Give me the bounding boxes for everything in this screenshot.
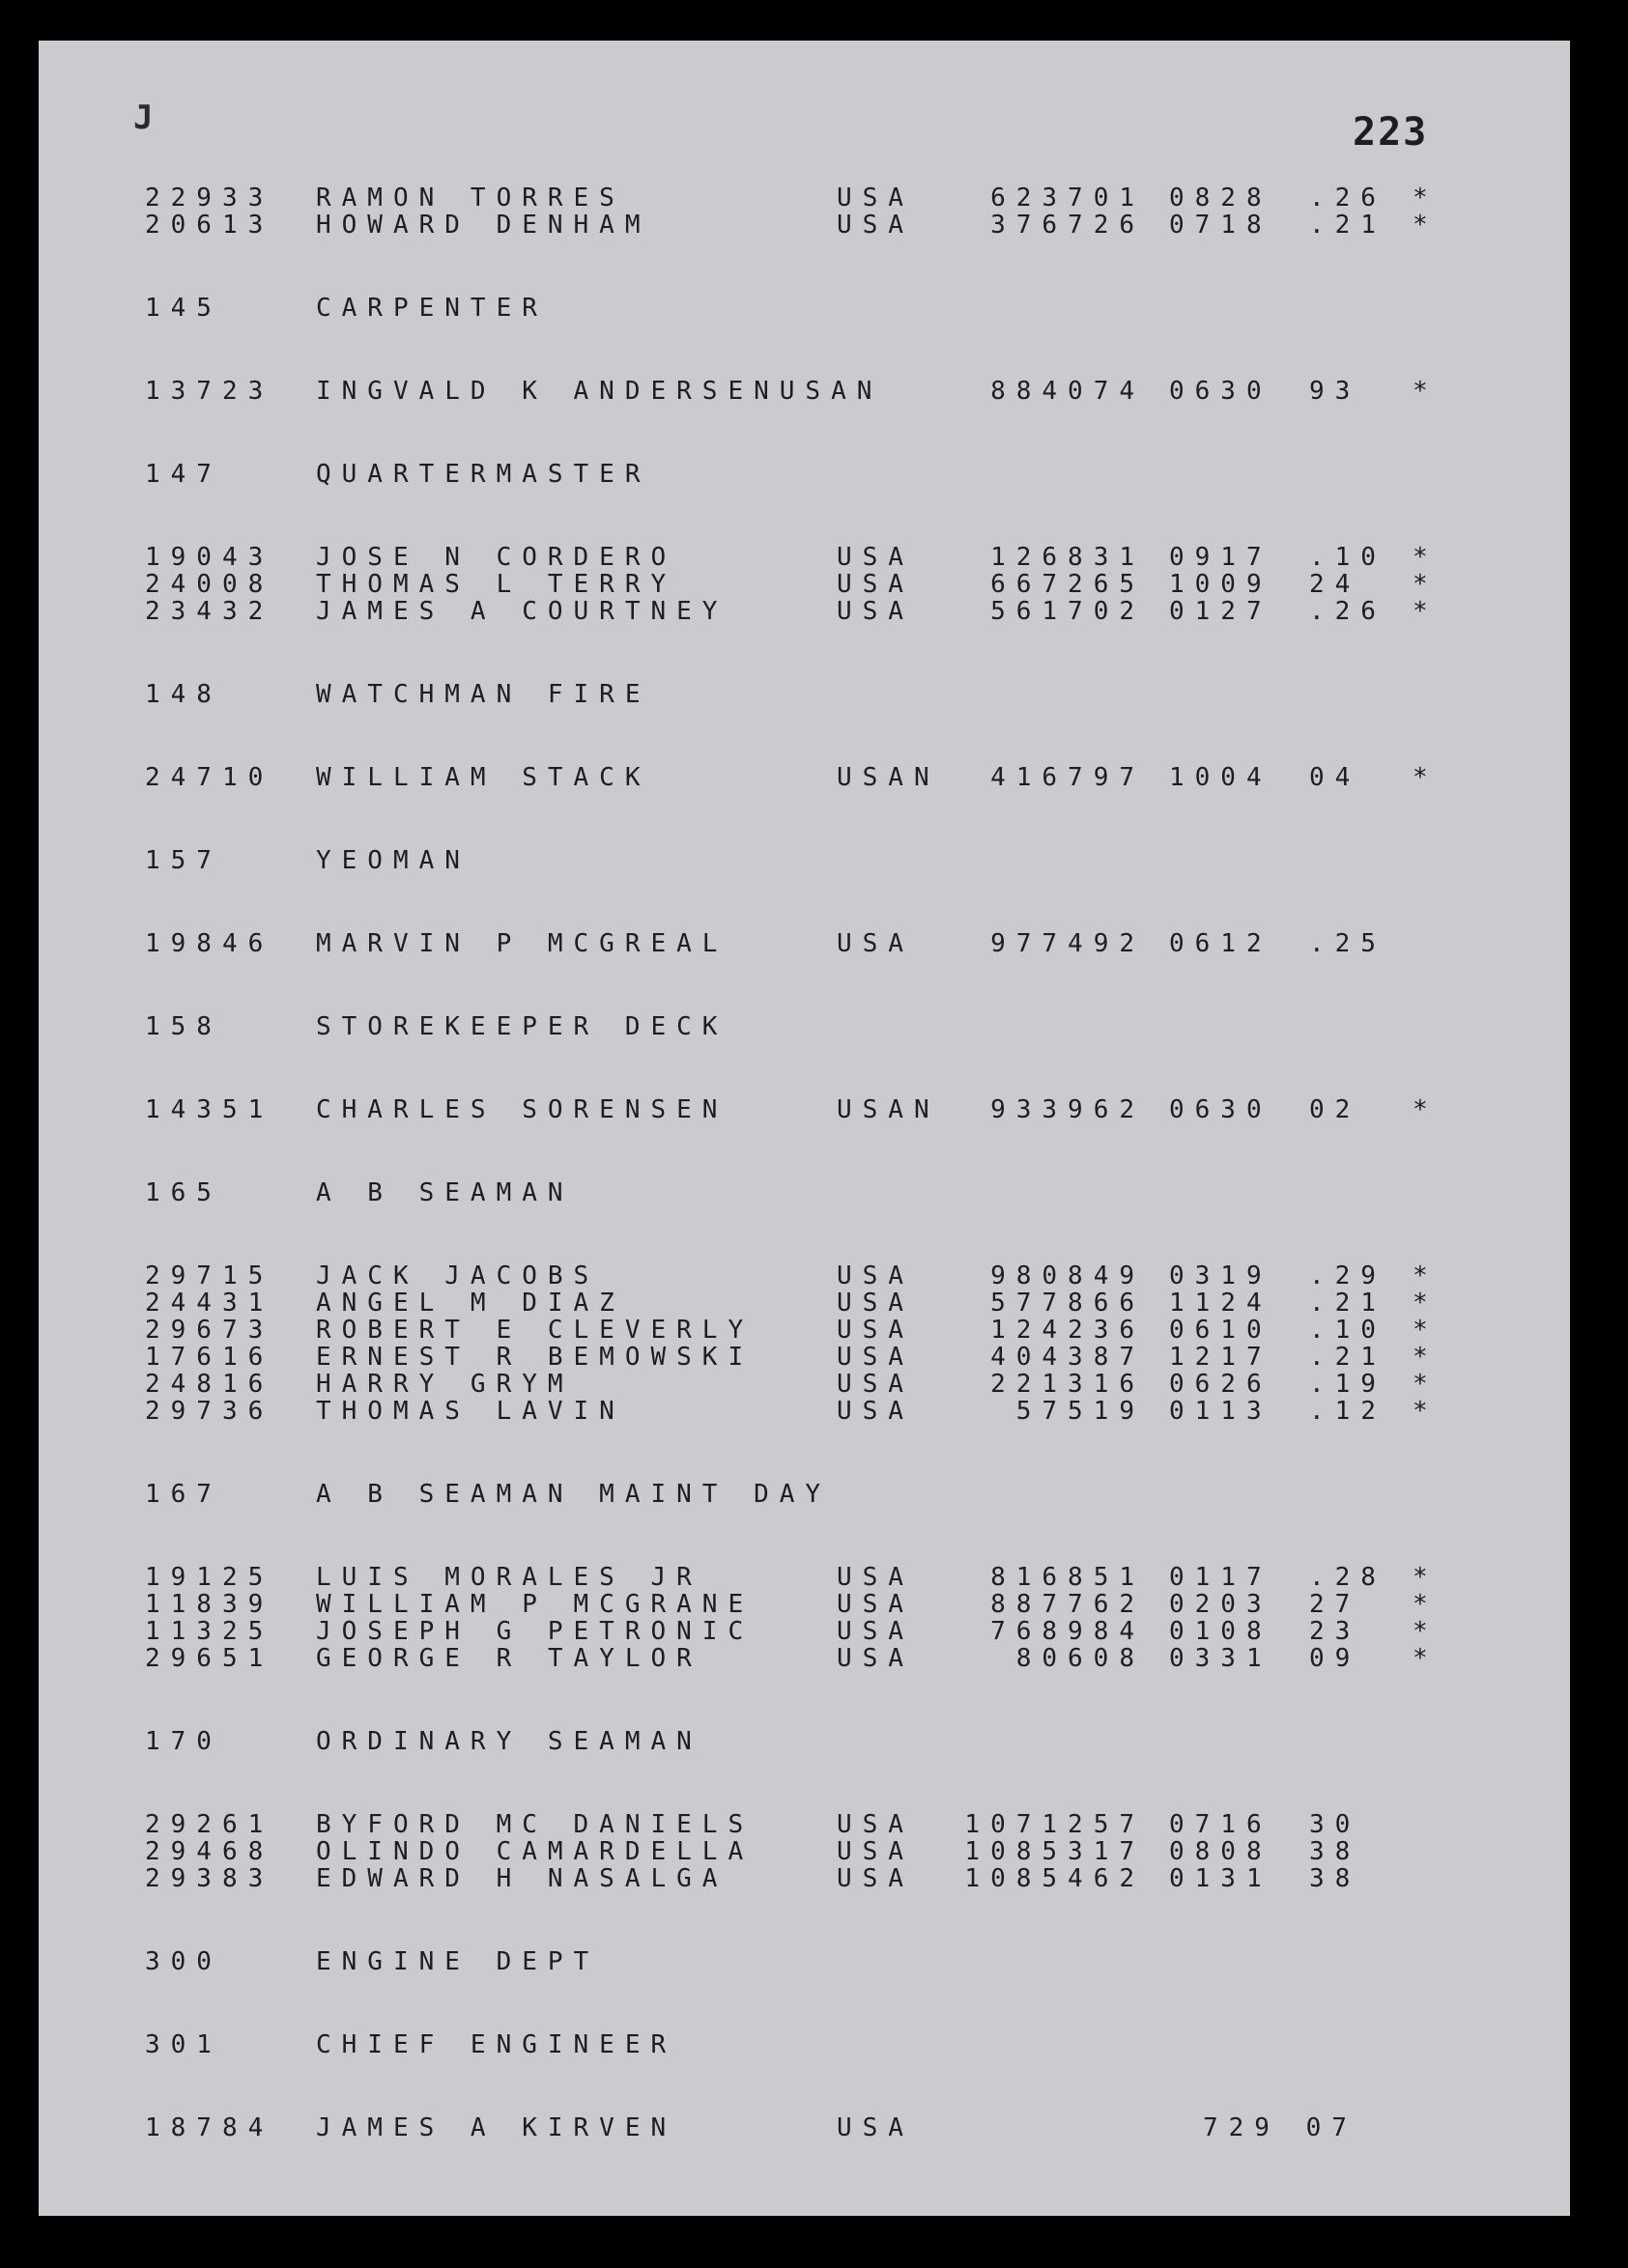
crew-name: BYFORD MC DANIELS: [316, 1810, 755, 1839]
crew-row: [145, 1837, 1498, 1866]
crew-number: 816851: [990, 1563, 1145, 1592]
crew-date: 1124: [1169, 1289, 1272, 1318]
crew-value: 09: [1309, 1644, 1361, 1673]
crew-date: 0630: [1169, 1095, 1272, 1124]
section-header: [145, 460, 1498, 489]
crew-date: 0131: [1169, 1864, 1272, 1893]
crew-nationality: USAN: [837, 763, 940, 792]
crew-number: 221316: [990, 1370, 1145, 1399]
crew-mark: *: [1413, 597, 1439, 626]
document-page: [39, 41, 1570, 2216]
crew-row: [145, 570, 1498, 599]
crew-row: [145, 1617, 1498, 1646]
crew-id: 14351: [145, 1095, 274, 1124]
crew-row: [145, 1590, 1498, 1619]
crew-mark: *: [1413, 184, 1439, 213]
section-header: [145, 1727, 1498, 1756]
crew-id: 29736: [145, 1397, 274, 1426]
crew-name: WILLIAM P MCGRANE: [316, 1590, 755, 1619]
crew-name: HOWARD DENHAM: [316, 211, 651, 240]
crew-row: [145, 1343, 1498, 1372]
crew-id: 20613: [145, 211, 274, 240]
crew-id: 23432: [145, 597, 274, 626]
crew-number: 887762: [990, 1590, 1145, 1619]
crew-mark: *: [1413, 1644, 1439, 1673]
crew-nationality: USA: [837, 1262, 914, 1290]
crew-date: 0113: [1169, 1397, 1272, 1426]
crew-date: 0203: [1169, 1590, 1272, 1619]
crew-date: 0117: [1169, 1563, 1272, 1592]
crew-name: WILLIAM STACK: [316, 763, 651, 792]
crew-number: 577866: [990, 1289, 1145, 1318]
crew-date: 0828: [1169, 184, 1272, 213]
section-header: [145, 1178, 1498, 1207]
crew-row: [145, 1644, 1498, 1673]
section-header: [145, 846, 1498, 875]
crew-value: .10: [1309, 1316, 1386, 1345]
crew-nationality: USA: [837, 1837, 914, 1866]
crew-name: LUIS MORALES JR: [316, 1563, 702, 1592]
crew-nationality: USA: [837, 1289, 914, 1318]
section-header: [145, 1480, 1498, 1509]
crew-date: 0626: [1169, 1370, 1272, 1399]
crew-value: .19: [1309, 1370, 1386, 1399]
crew-row: [145, 543, 1498, 572]
crew-name: EDWARD H NASALGA: [316, 1864, 728, 1893]
crew-name: MARVIN P MCGREAL: [316, 929, 728, 958]
section-title: A B SEAMAN: [316, 1178, 574, 1207]
crew-mark: *: [1413, 1316, 1439, 1345]
section-header: [145, 1947, 1498, 1976]
crew-row: [145, 377, 1498, 406]
section-code: 167: [145, 1480, 222, 1509]
crew-row: [145, 1262, 1498, 1290]
crew-date: 0612: [1169, 929, 1272, 958]
crew-nationality: USA: [837, 1810, 914, 1839]
crew-row: [145, 597, 1498, 626]
crew-name: ERNEST R BEMOWSKI: [316, 1343, 755, 1372]
crew-id: 19125: [145, 1563, 274, 1592]
crew-mark: *: [1413, 1343, 1439, 1372]
section-code: 148: [145, 680, 222, 709]
crew-name: RAMON TORRES: [316, 184, 625, 213]
crew-mark: *: [1413, 1397, 1439, 1426]
crew-name: GEORGE R TAYLOR: [316, 1644, 702, 1673]
crew-tail: 729 07: [1203, 2113, 1357, 2142]
crew-mark: *: [1413, 1370, 1439, 1399]
crew-mark: *: [1413, 377, 1439, 406]
section-title: ENGINE DEPT: [316, 1947, 600, 1976]
crew-nationality: USA: [837, 1644, 914, 1673]
crew-name: INGVALD K ANDERSENUSAN: [316, 377, 883, 406]
crew-row: [145, 184, 1498, 213]
section-header: [145, 294, 1498, 323]
crew-date: 0808: [1169, 1837, 1272, 1866]
crew-name: THOMAS LAVIN: [316, 1397, 625, 1426]
crew-number: 933962: [990, 1095, 1145, 1124]
section-code: 170: [145, 1727, 222, 1756]
crew-value: 23: [1309, 1617, 1361, 1646]
crew-value: .21: [1309, 211, 1386, 240]
crew-id: 24431: [145, 1289, 274, 1318]
section-code: 157: [145, 846, 222, 875]
section-code: 158: [145, 1012, 222, 1041]
crew-name: JAMES A COURTNEY: [316, 597, 728, 626]
section-title: ORDINARY SEAMAN: [316, 1727, 702, 1756]
crew-value: 24: [1309, 570, 1361, 599]
crew-id: 29383: [145, 1864, 274, 1893]
crew-row: [145, 1095, 1498, 1124]
crew-mark: *: [1413, 1095, 1439, 1124]
crew-number: 404387: [990, 1343, 1145, 1372]
crew-value: .29: [1309, 1262, 1386, 1290]
crew-value: 30: [1309, 1810, 1361, 1839]
crew-nationality: USA: [837, 211, 914, 240]
section-header: [145, 680, 1498, 709]
crew-date: 0319: [1169, 1262, 1272, 1290]
crew-nationality: USA: [837, 1617, 914, 1646]
crew-nationality: USA: [837, 1563, 914, 1592]
crew-row: [145, 211, 1498, 240]
crew-value: 38: [1309, 1837, 1361, 1866]
crew-name: THOMAS L TERRY: [316, 570, 677, 599]
crew-value: .21: [1309, 1289, 1386, 1318]
crew-id: 29651: [145, 1644, 274, 1673]
crew-number: 416797: [990, 763, 1145, 792]
section-title: CARPENTER: [316, 294, 548, 323]
crew-mark: *: [1413, 1563, 1439, 1592]
crew-nationality: USA: [837, 1343, 914, 1372]
crew-nationality: USA: [837, 570, 914, 599]
crew-date: 1004: [1169, 763, 1272, 792]
crew-mark: *: [1413, 543, 1439, 572]
crew-nationality: USA: [837, 597, 914, 626]
crew-number: 1071257: [964, 1810, 1145, 1839]
page-number: 223: [1353, 110, 1429, 155]
crew-number: 561702: [990, 597, 1145, 626]
crew-mark: *: [1413, 1617, 1439, 1646]
crew-row: [145, 1810, 1498, 1839]
crew-name: JOSE N CORDERO: [316, 543, 677, 572]
crew-number: 980849: [990, 1262, 1145, 1290]
crew-value: 02: [1309, 1095, 1361, 1124]
section-title: CHIEF ENGINEER: [316, 2030, 677, 2059]
crew-number: 667265: [990, 570, 1145, 599]
crew-nationality: USA: [837, 543, 914, 572]
crew-number: 884074: [990, 377, 1145, 406]
crew-nationality: USA: [837, 1590, 914, 1619]
crew-id: 11839: [145, 1590, 274, 1619]
crew-value: .10: [1309, 543, 1386, 572]
crew-nationality: USAN: [837, 1095, 940, 1124]
crew-number: 80608: [1015, 1644, 1145, 1673]
crew-name: JOSEPH G PETRONIC: [316, 1617, 755, 1646]
crew-row: [145, 1316, 1498, 1345]
crew-id: 19846: [145, 929, 274, 958]
crew-date: 0716: [1169, 1810, 1272, 1839]
crew-mark: *: [1413, 1289, 1439, 1318]
crew-row: [145, 2113, 1498, 2142]
crew-row: [145, 1397, 1498, 1426]
crew-name: JACK JACOBS: [316, 1262, 600, 1290]
section-header: [145, 2030, 1498, 2059]
crew-mark: *: [1413, 570, 1439, 599]
crew-date: 1217: [1169, 1343, 1272, 1372]
crew-id: 29673: [145, 1316, 274, 1345]
crew-value: .26: [1309, 597, 1386, 626]
crew-number: 376726: [990, 211, 1145, 240]
crew-row: [145, 1370, 1498, 1399]
crew-name: JAMES A KIRVEN: [316, 2113, 677, 2142]
crew-value: .26: [1309, 184, 1386, 213]
crew-date: 0108: [1169, 1617, 1272, 1646]
crew-id: 24710: [145, 763, 274, 792]
crew-nationality: USA: [837, 1370, 914, 1399]
section-title: STOREKEEPER DECK: [316, 1012, 728, 1041]
crew-id: 13723: [145, 377, 274, 406]
crew-number: 124236: [990, 1316, 1145, 1345]
crew-value: .21: [1309, 1343, 1386, 1372]
crew-id: 22933: [145, 184, 274, 213]
crew-number: 57519: [1015, 1397, 1145, 1426]
crew-nationality: USA: [837, 184, 914, 213]
crew-name: ROBERT E CLEVERLY: [316, 1316, 755, 1345]
crew-nationality: USA: [837, 1864, 914, 1893]
crew-id: 11325: [145, 1617, 274, 1646]
hole-mark: J: [133, 99, 154, 137]
section-code: 147: [145, 460, 222, 489]
section-header: [145, 1012, 1498, 1041]
crew-id: 18784: [145, 2113, 274, 2142]
crew-date: 0331: [1169, 1644, 1272, 1673]
crew-id: 24008: [145, 570, 274, 599]
crew-number: 768984: [990, 1617, 1145, 1646]
section-title: A B SEAMAN MAINT DAY: [316, 1480, 832, 1509]
crew-date: 1009: [1169, 570, 1272, 599]
crew-date: 0610: [1169, 1316, 1272, 1345]
crew-value: .25: [1309, 929, 1386, 958]
crew-name: ANGEL M DIAZ: [316, 1289, 625, 1318]
crew-nationality: USA: [837, 2113, 914, 2142]
crew-name: CHARLES SORENSEN: [316, 1095, 728, 1124]
crew-mark: *: [1413, 211, 1439, 240]
crew-value: .28: [1309, 1563, 1386, 1592]
section-title: QUARTERMASTER: [316, 460, 651, 489]
crew-value: .12: [1309, 1397, 1386, 1426]
crew-date: 0917: [1169, 543, 1272, 572]
crew-number: 1085462: [964, 1864, 1145, 1893]
crew-id: 24816: [145, 1370, 274, 1399]
crew-mark: *: [1413, 763, 1439, 792]
crew-value: 38: [1309, 1864, 1361, 1893]
section-code: 145: [145, 294, 222, 323]
crew-mark: *: [1413, 1262, 1439, 1290]
crew-mark: *: [1413, 1590, 1439, 1619]
crew-name: OLINDO CAMARDELLA: [316, 1837, 755, 1866]
crew-id: 29468: [145, 1837, 274, 1866]
crew-id: 19043: [145, 543, 274, 572]
crew-row: [145, 763, 1498, 792]
section-code: 300: [145, 1947, 222, 1976]
section-title: YEOMAN: [316, 846, 471, 875]
crew-date: 0127: [1169, 597, 1272, 626]
crew-row: [145, 1289, 1498, 1318]
crew-nationality: USA: [837, 1316, 914, 1345]
crew-number: 977492: [990, 929, 1145, 958]
crew-date: 0718: [1169, 211, 1272, 240]
crew-id: 29715: [145, 1262, 274, 1290]
crew-number: 1085317: [964, 1837, 1145, 1866]
crew-number: 623701: [990, 184, 1145, 213]
crew-id: 29261: [145, 1810, 274, 1839]
crew-value: 04: [1309, 763, 1361, 792]
crew-name: HARRY GRYM: [316, 1370, 574, 1399]
crew-id: 17616: [145, 1343, 274, 1372]
crew-row: [145, 1864, 1498, 1893]
crew-nationality: USA: [837, 1397, 914, 1426]
crew-row: [145, 929, 1498, 958]
section-code: 301: [145, 2030, 222, 2059]
section-code: 165: [145, 1178, 222, 1207]
crew-number: 126831: [990, 543, 1145, 572]
crew-date: 0630: [1169, 377, 1272, 406]
section-title: WATCHMAN FIRE: [316, 680, 651, 709]
crew-row: [145, 1563, 1498, 1592]
crew-value: 93: [1309, 377, 1361, 406]
crew-nationality: USA: [837, 929, 914, 958]
crew-value: 27: [1309, 1590, 1361, 1619]
